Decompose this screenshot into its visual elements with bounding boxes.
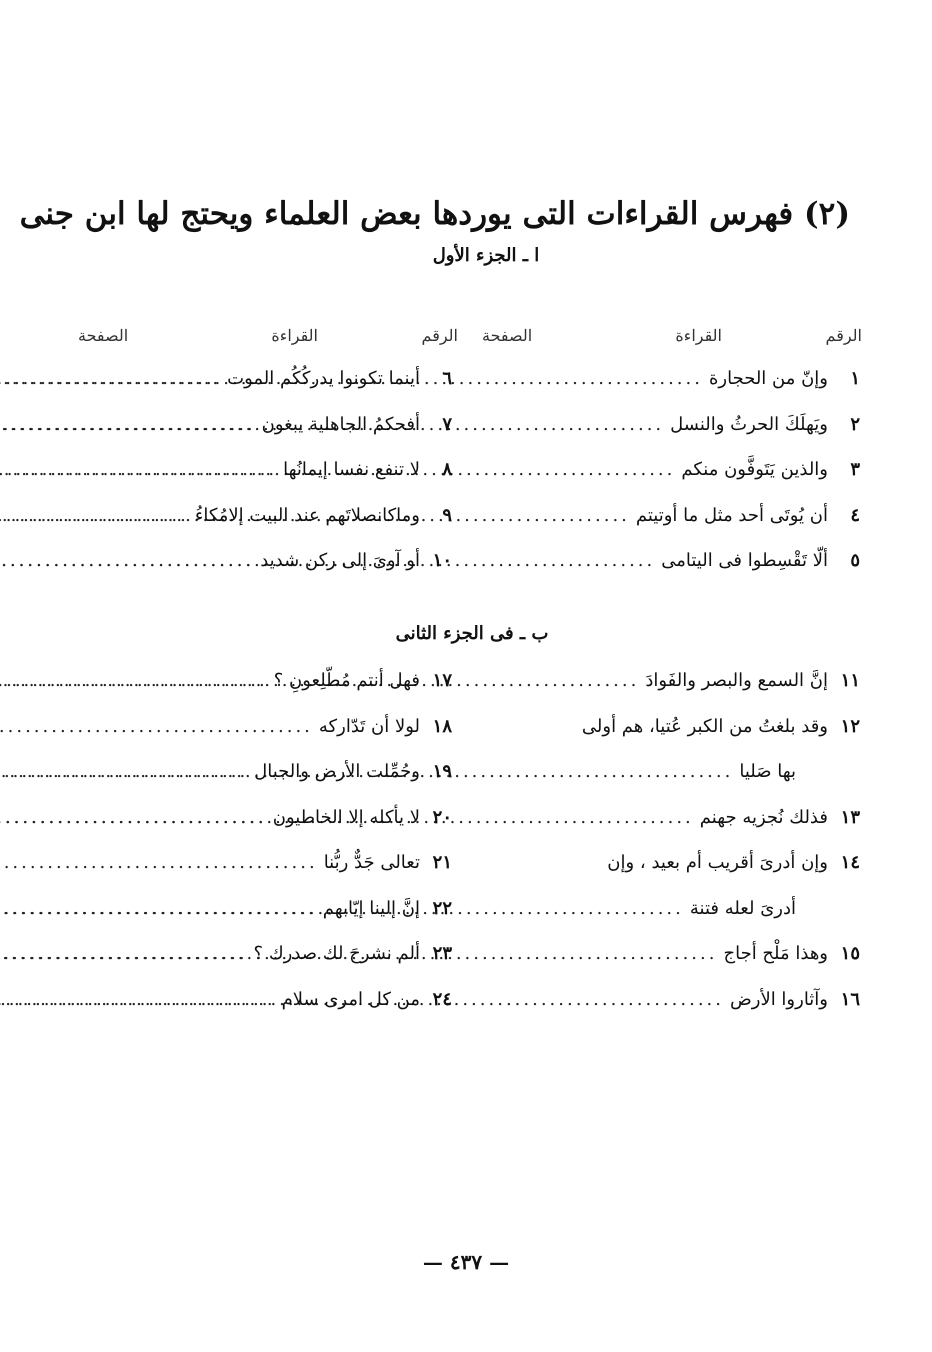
header-page: الصفحة [482, 326, 533, 345]
entry-reading: وآثاروا الأرض [729, 988, 828, 1010]
header-number: الرقم [421, 326, 458, 345]
header-number: الرقم [825, 326, 862, 345]
index-entry [82, 852, 452, 898]
dot-leader [0, 716, 313, 737]
index-entry [82, 761, 452, 807]
dot-leader [0, 943, 248, 964]
entry-number: ٢٠ [432, 806, 452, 828]
entry-reading: وحُمِّلت الأرض والجبال [254, 761, 420, 782]
index-entry [490, 368, 860, 414]
entry-reading: ألّا تَقْسِطوا فى اليتامى [661, 550, 828, 571]
index-entry [82, 505, 452, 551]
index-entry [82, 898, 452, 944]
entry-reading: أن يُوتَى أحد مثل ما أوتيتم [635, 504, 828, 526]
dot-leader [0, 550, 254, 571]
entry-reading: أدرىَ لعله فتنة [689, 897, 796, 919]
dot-leader [0, 414, 256, 435]
dot-leader [0, 368, 221, 389]
entry-number: ٤ [850, 504, 860, 526]
entry-reading: لا تنفع نفسا إيمانُها [283, 459, 420, 480]
column-headers-right [482, 322, 862, 352]
index-entry [82, 414, 452, 460]
entry-number: ٢ [850, 413, 860, 435]
entry-number: ٢٣ [432, 943, 452, 964]
entry-reading: إنَّ السمع والبصر والفَوادَ [645, 670, 828, 691]
index-entry [490, 459, 860, 505]
entry-reading: وهذا مَلْح أجاج [723, 943, 828, 964]
entry-number: ٨ [442, 459, 452, 480]
index-entry [490, 898, 860, 944]
part-two-left-list [82, 670, 452, 1034]
part-one-right-list [490, 368, 860, 596]
part-one-left-list [82, 368, 452, 596]
entry-reading: وماكانصلاتَهم عند البيت إلامُكاءُ [194, 504, 420, 526]
page-title: (٢) فهرس القراءات التى يوردها بعض العلماء ويحتج لها ابن جنى [19, 196, 850, 232]
index-entry [82, 807, 452, 853]
entry-number: ١٢ [840, 715, 860, 737]
column-headers-left [78, 322, 458, 352]
index-entry [82, 459, 452, 505]
dot-leader [0, 898, 317, 919]
index-entry [82, 943, 452, 989]
entry-reading: فهل أنتم مُطّلِعونِ ؟ [273, 670, 420, 691]
index-entry [490, 670, 860, 716]
index-entry [490, 852, 860, 898]
dot-leader [0, 852, 318, 873]
index-entry [490, 716, 860, 762]
entry-reading: أينما تكونوا يدركُكُم الموت [227, 368, 420, 389]
dot-leader [0, 761, 248, 782]
index-entry [82, 670, 452, 716]
entry-number: ٥ [850, 550, 860, 571]
entry-reading: والذين يَتَوفَّون منكم [681, 459, 828, 480]
part-two-right-list [490, 670, 860, 1034]
entry-reading: تعالى جَدٌّ ربُّنا [323, 852, 420, 873]
index-entry [490, 414, 860, 460]
entry-reading: لولا أن تَدّاركه [318, 715, 420, 737]
entry-number: ١٤ [840, 852, 860, 873]
header-reading: القراءة [271, 326, 318, 345]
dot-leader [0, 807, 267, 828]
entry-reading: أفحكمُ الجاهلية يبغون [261, 413, 420, 435]
entry-reading: وإن أدرىَ أقريب أم بعيد ، وإن [607, 852, 828, 873]
header-reading: القراءة [675, 326, 722, 345]
index-entry [490, 989, 860, 1035]
dot-leader [0, 670, 268, 691]
entry-number: ١٩ [432, 761, 452, 782]
entry-reading: بها صَليا [739, 761, 796, 782]
entry-number: ٦ [442, 368, 452, 389]
entry-number: ١٠ [432, 550, 452, 571]
index-entry [82, 716, 452, 762]
entry-reading: إنَّ إلينا إيّابهم [322, 897, 420, 919]
entry-reading: ويَهلَكَ الحرثُ والنسل [670, 413, 828, 435]
entry-reading: وقد بلغتُ من الكبر عُتيا، هم أولى [581, 715, 828, 737]
dot-leader [0, 989, 276, 1010]
index-entry [490, 761, 860, 807]
page-number: — ٤٣٧ — [422, 1250, 510, 1274]
entry-number: ٣ [850, 459, 860, 480]
entry-number: ١٦ [840, 988, 860, 1010]
section-heading-part-one: ا ـ الجزء الأول [432, 245, 540, 266]
entry-number: ١١ [840, 670, 860, 691]
entry-reading: ألم نشرحَ لك صدرك ؟ [253, 943, 420, 964]
entry-reading: فذلك نُجزيه جهنم [699, 806, 828, 828]
entry-number: ١ [850, 368, 860, 389]
entry-reading: لا يأكله إلا الخاطيون [272, 806, 420, 828]
entry-reading: وإنّ من الحجارة [708, 368, 828, 389]
index-entry [490, 550, 860, 596]
index-entry [490, 505, 860, 551]
entry-number: ٧ [442, 413, 452, 435]
entry-reading: من كل امرى سلام [281, 988, 420, 1010]
entry-number: ١٧ [432, 670, 452, 691]
section-heading-part-two: ب ـ فى الجزء الثانى [395, 623, 549, 644]
header-page: الصفحة [78, 326, 129, 345]
entry-number: ٢١ [432, 852, 452, 873]
dot-leader [0, 505, 189, 526]
entry-number: ٩ [442, 504, 452, 526]
index-entry [82, 989, 452, 1035]
entry-number: ١٨ [432, 715, 452, 737]
dot-leader [0, 459, 277, 480]
entry-number: ١٥ [840, 943, 860, 964]
entry-reading: أو آوىَ إلى ركن شديد [260, 550, 420, 571]
entry-number: ٢٢ [432, 897, 452, 919]
index-entry [82, 550, 452, 596]
index-entry [490, 943, 860, 989]
entry-number: ٢٤ [432, 988, 452, 1010]
entry-number: ١٣ [840, 806, 860, 828]
index-entry [82, 368, 452, 414]
index-entry [490, 807, 860, 853]
